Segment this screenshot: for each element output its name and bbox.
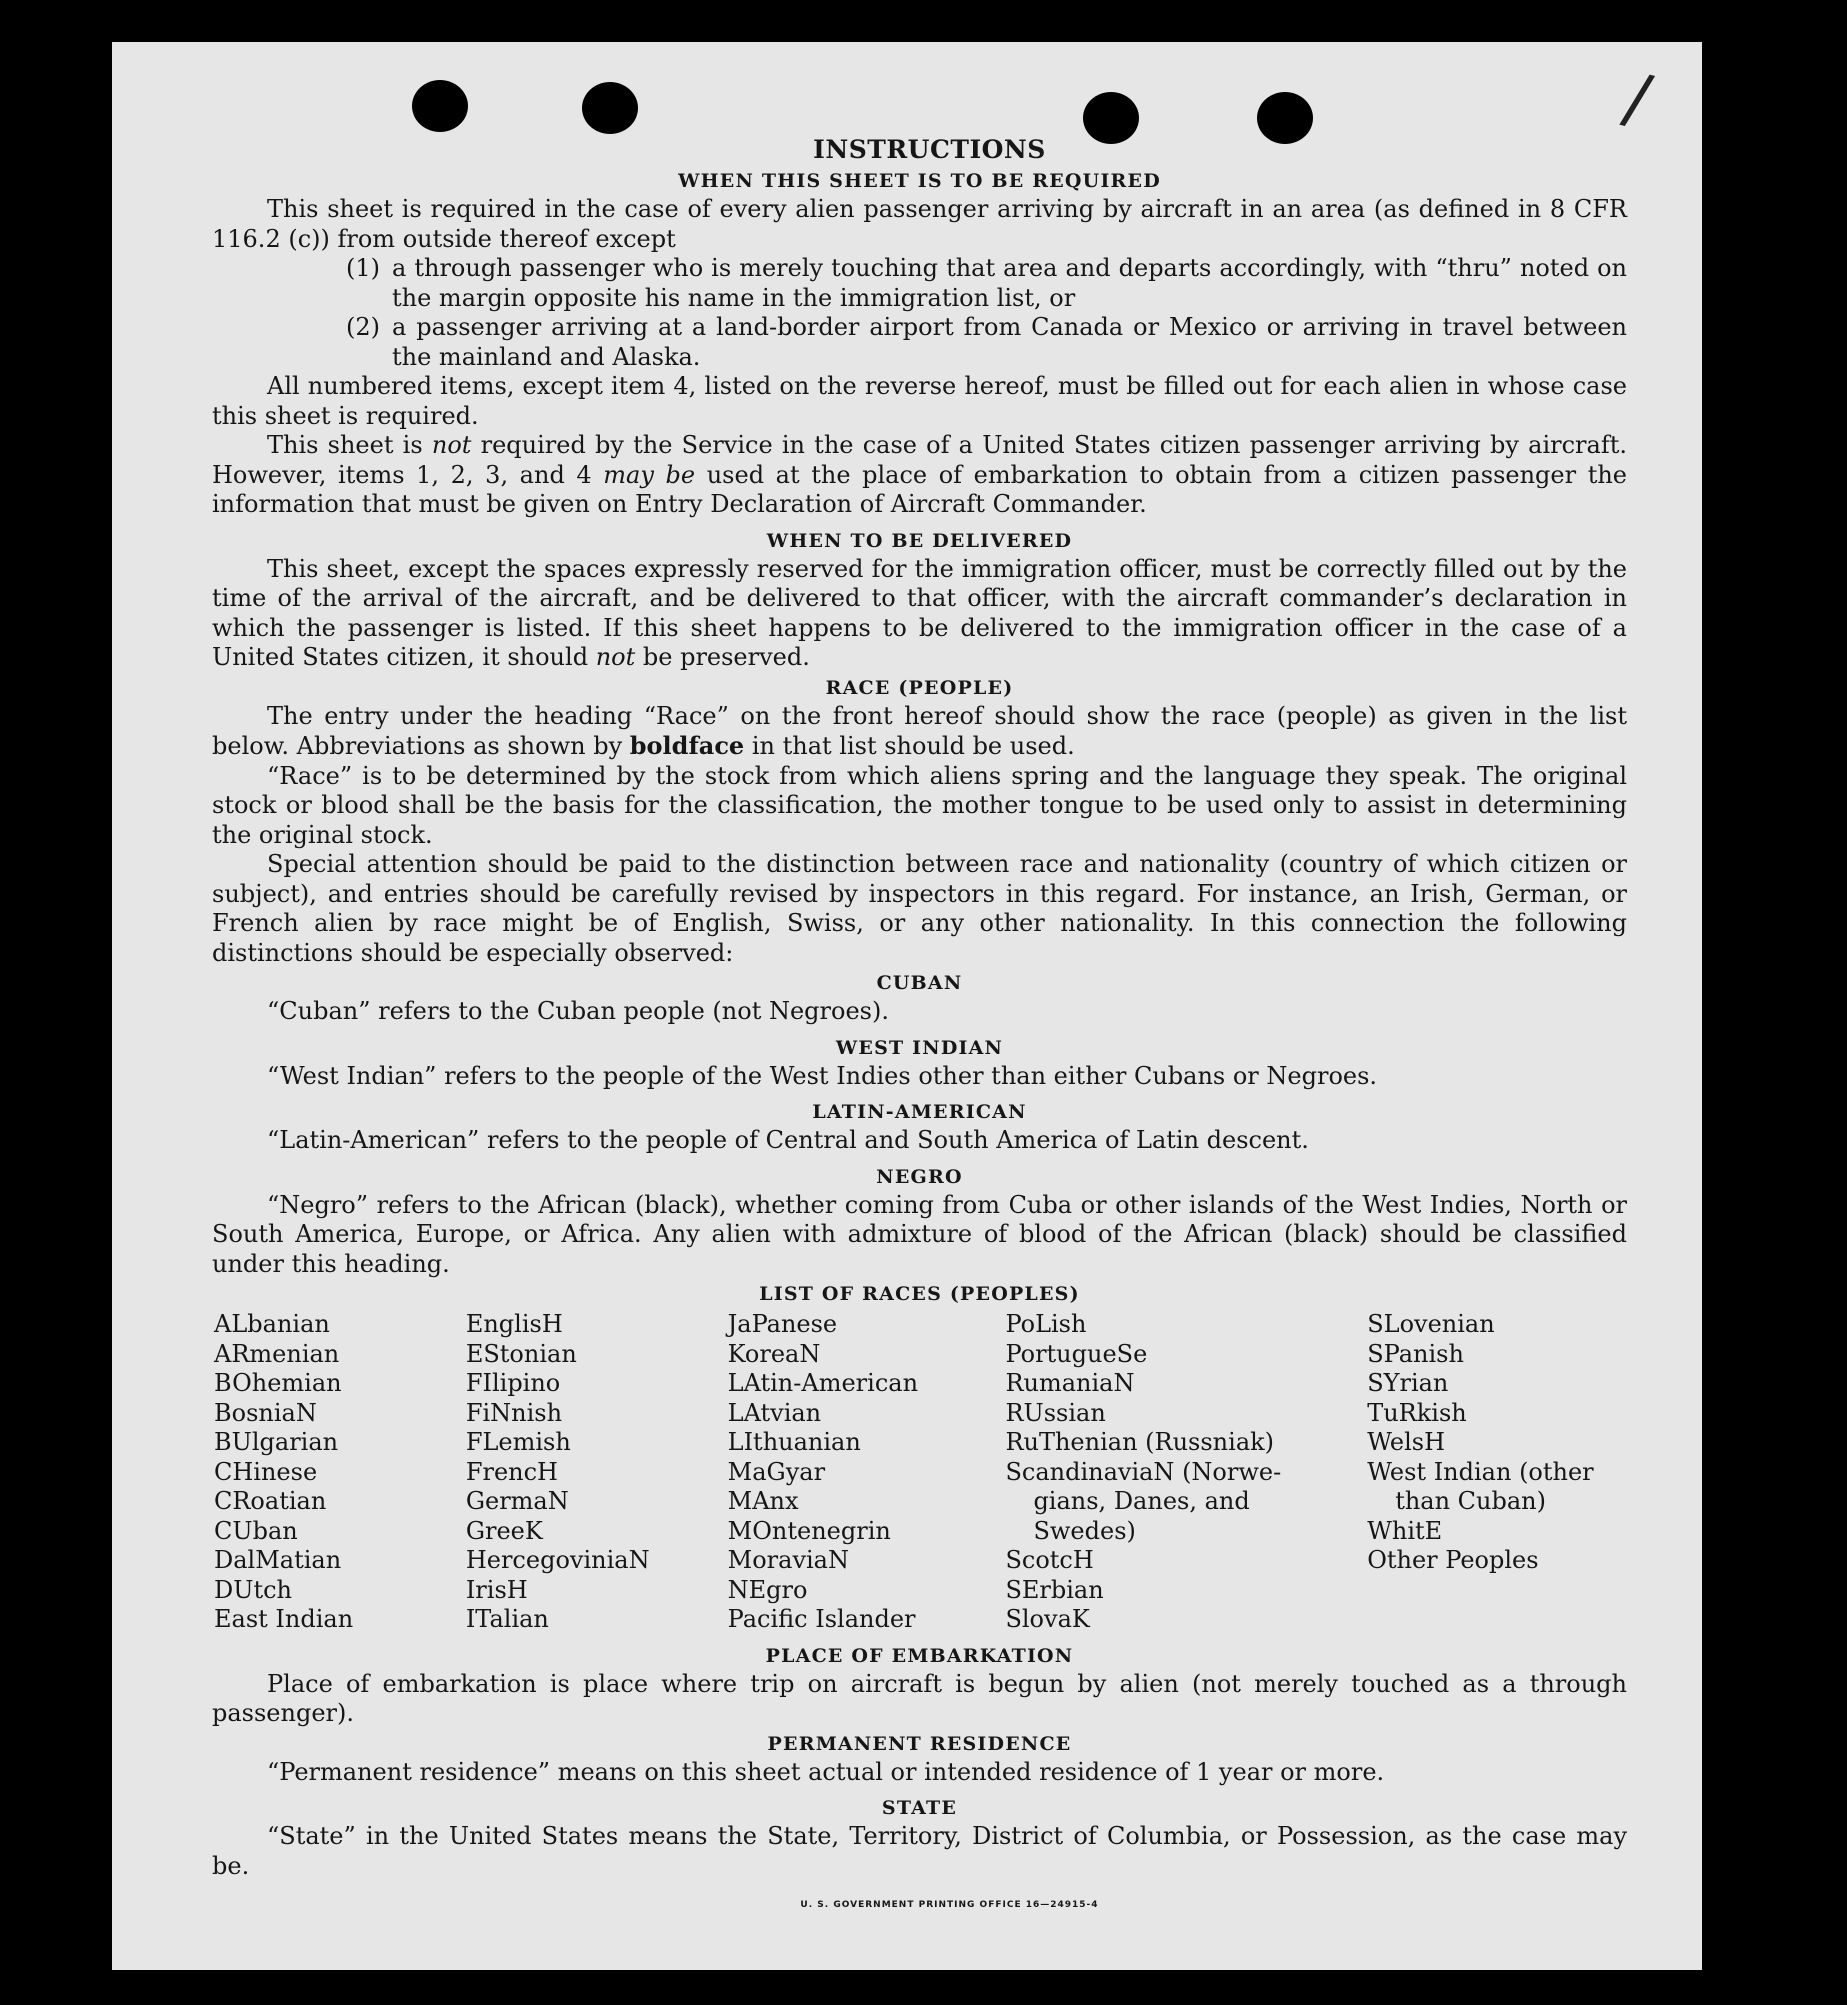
definition-west-indian: “West Indian” refers to the people of the West Indies other than either Cubans or Negroes. xyxy=(267,1061,1378,1090)
race-entry: BosniaN xyxy=(214,1398,317,1427)
race-column xyxy=(1005,1310,1367,1635)
race-entry: SPanish xyxy=(1367,1339,1464,1368)
race-entry: EnglisH xyxy=(465,1310,563,1338)
race-entry: CUban xyxy=(214,1516,298,1545)
race-entry: gians, Danes, and xyxy=(1033,1487,1250,1515)
race-entry: WhitE xyxy=(1367,1516,1443,1545)
race-column xyxy=(1367,1310,1627,1635)
heading-latin-american: LATIN-AMERICAN xyxy=(812,1101,1027,1123)
race-entry: BOhemian xyxy=(214,1369,342,1397)
race-column xyxy=(728,1310,1006,1635)
race-column xyxy=(214,1310,466,1635)
heading-negro: NEGRO xyxy=(876,1165,963,1188)
race-entry: MoraviaN xyxy=(727,1546,849,1574)
race-entry: PoLish xyxy=(1005,1310,1087,1338)
race-entry: GreeK xyxy=(465,1516,543,1545)
race-entry: East Indian xyxy=(214,1605,354,1633)
exception-item-1 xyxy=(212,254,1627,313)
race-entry: GermaN xyxy=(465,1487,569,1515)
race-entry: than Cuban) xyxy=(1395,1487,1546,1515)
heading-state: STATE xyxy=(881,1797,958,1819)
text-segment: be preserved. xyxy=(635,643,810,671)
paragraph-race-1 xyxy=(212,702,1627,762)
definition-permanent-residence: “Permanent residence” means on this sheet actual or intended residence of 1 year or more. xyxy=(267,1757,1385,1786)
race-entry: MaGyar xyxy=(727,1457,826,1486)
heading-when-required: WHEN THIS SHEET IS TO BE REQUIRED xyxy=(678,170,1161,192)
definition-negro: “Negro” refers to the African (black), whether coming from Cuba or other islands of the West Indies, North or South America, Europe, or Africa. Any alien with admixture of blood of the African (black) should be classified under this heading. xyxy=(212,1190,1627,1278)
page-number: / xyxy=(1616,58,1659,141)
race-entry: HercegoviniaN xyxy=(465,1546,650,1574)
race-entry: DalMatian xyxy=(214,1546,342,1574)
race-entry: RUssian xyxy=(1005,1398,1106,1427)
definition-state: “State” in the United States means the State, Territory, District of Columbia, or Possession, as the case may be. xyxy=(212,1822,1627,1880)
heading-list-of-races: LIST OF RACES (PEOPLES) xyxy=(759,1283,1080,1305)
race-entry: Other Peoples xyxy=(1367,1546,1539,1574)
heading-cuban: CUBAN xyxy=(876,972,963,994)
race-entry: ScotcH xyxy=(1005,1546,1094,1574)
definition-latin-american: “Latin-American” refers to the people of Central and South America of Latin descent. xyxy=(267,1126,1309,1154)
race-entry: LIthuanian xyxy=(727,1428,861,1456)
race-entry: FiNnish xyxy=(465,1398,563,1427)
heading-race: RACE (PEOPLE) xyxy=(825,676,1014,699)
race-entry: RuThenian (Russniak) xyxy=(1005,1428,1275,1456)
heading-when-delivered: WHEN TO BE DELIVERED xyxy=(766,529,1073,552)
paragraph-race-2: “Race” is to be determined by the stock from which aliens spring and the language they speak. The original stock or blood shall be the basis for the classification, the mother tongue to be used only to assist in determining the original stock. xyxy=(212,761,1627,849)
race-entry: FIlipino xyxy=(465,1369,561,1397)
race-entry: PortugueSe xyxy=(1005,1339,1148,1368)
exception-text: a passenger arriving at a land-border airport from Canada or Mexico or arriving in travel between the mainland and Alaska. xyxy=(392,313,1627,371)
race-entry: BUlgarian xyxy=(214,1428,339,1456)
race-entry: SYrian xyxy=(1367,1369,1449,1397)
text-segment: used at the place of embarkation to obtain from a citizen passenger the information that must be given on Entry Declaration of Aircraft Commander. xyxy=(212,460,1628,518)
race-entry: MAnx xyxy=(727,1487,799,1515)
race-entry: SErbian xyxy=(1005,1575,1104,1604)
heading-permanent-residence: PERMANENT RESIDENCE xyxy=(767,1732,1072,1755)
race-entry: EStonian xyxy=(465,1339,577,1368)
paragraph-numbered-items: All numbered items, except item 4, listed on the reverse hereof, must be filled out for each alien in whose case this sheet is required. xyxy=(212,372,1627,430)
exception-number: (2) xyxy=(346,313,380,341)
paragraph-race-3: Special attention should be paid to the distinction between race and nationality (country of which citizen or subject), and entries should be carefully revised by inspectors in this regard. For instance, an Irish, German, or French alien by race might be of English, Swiss, or any other nationality. In this connection the following distinctions should be especially observed: xyxy=(212,850,1627,967)
race-column xyxy=(466,1310,728,1635)
race-entry: West Indian (other xyxy=(1367,1457,1594,1486)
paragraph-when-delivered xyxy=(212,555,1627,673)
exception-number: (1) xyxy=(346,254,380,282)
race-entry: MOntenegrin xyxy=(727,1516,891,1545)
exception-item-2 xyxy=(212,313,1627,372)
race-list xyxy=(214,1310,1627,1635)
document-page xyxy=(112,42,1702,1970)
race-entry: LAtvian xyxy=(727,1398,822,1427)
text-segment: required by the Service in the case of a United States citizen passenger arriving by aircraft. However, items 1, 2, 3, and 4 xyxy=(212,431,1627,489)
text-segment: This sheet, except the spaces expressly reserved for the immigration officer, must be correctly filled out by the time of the arrival of the aircraft, and be delivered to that officer, with the aircraft commander’s declaration in which the passenger is listed. If this sheet happens to be delivered to the immigration officer in the case of a United States citizen, it should xyxy=(212,554,1627,671)
race-entry: CRoatian xyxy=(214,1487,327,1515)
race-entry: SlovaK xyxy=(1005,1605,1090,1633)
heading-west-indian: WEST INDIAN xyxy=(835,1036,1004,1059)
punch-hole xyxy=(582,82,638,134)
text-segment: in that list should be used. xyxy=(744,732,1075,760)
exception-text: a through passenger who is merely touching that area and departs accordingly, with “thru” noted on the margin opposite his name in the immigration list, or xyxy=(392,254,1627,312)
bold-boldface: boldface xyxy=(629,731,745,760)
punch-hole xyxy=(412,80,468,132)
race-entry: ScandinaviaN (Norwe- xyxy=(1005,1457,1282,1486)
emphasis-not: not xyxy=(431,431,472,459)
race-entry: Swedes) xyxy=(1033,1516,1136,1545)
race-entry: RumaniaN xyxy=(1005,1369,1135,1397)
race-entry: KoreaN xyxy=(727,1339,821,1368)
race-entry: JaPanese xyxy=(727,1310,838,1338)
race-entry: ITalian xyxy=(465,1605,549,1633)
heading-place-of-embarkation: PLACE OF EMBARKATION xyxy=(765,1644,1074,1667)
race-entry: CHinese xyxy=(214,1457,318,1486)
race-entry: TuRkish xyxy=(1367,1398,1467,1427)
page-title: INSTRUCTIONS xyxy=(813,135,1046,164)
definition-cuban: “Cuban” refers to the Cuban people (not Negroes). xyxy=(267,997,889,1025)
race-entry: NEgro xyxy=(727,1575,808,1604)
race-entry: DUtch xyxy=(214,1575,293,1604)
text-segment: The entry under the heading “Race” on the front hereof should show the race (people) as given in the list below. Abbreviations as shown by xyxy=(212,701,1627,760)
race-entry: FrencH xyxy=(465,1457,558,1486)
race-entry: ALbanian xyxy=(214,1310,330,1338)
definition-place-of-embarkation: Place of embarkation is place where trip on aircraft is begun by alien (not merely touched as a through passenger). xyxy=(212,1669,1627,1727)
paragraph-citizen xyxy=(212,431,1627,520)
race-entry: SLovenian xyxy=(1367,1310,1495,1338)
instructions-content xyxy=(212,134,1627,1921)
race-entry: ARmenian xyxy=(214,1339,340,1368)
race-entry: IrisH xyxy=(465,1575,528,1604)
race-entry: Pacific Islander xyxy=(727,1605,916,1633)
printing-office-footer: U. S. GOVERNMENT PRINTING OFFICE 16—24915-4 xyxy=(800,1900,1099,1910)
race-entry: LAtin-American xyxy=(727,1369,919,1397)
emphasis-not: not xyxy=(595,643,636,671)
paragraph-when-required-intro: This sheet is required in the case of every alien passenger arriving by aircraft in an area (as defined in 8 CFR 116.2 (c)) from outside thereof except xyxy=(212,195,1627,253)
race-entry: WelsH xyxy=(1367,1428,1446,1456)
emphasis-may-be: may be xyxy=(603,460,696,489)
race-entry: FLemish xyxy=(465,1428,571,1456)
text-segment: This sheet is xyxy=(267,431,432,459)
